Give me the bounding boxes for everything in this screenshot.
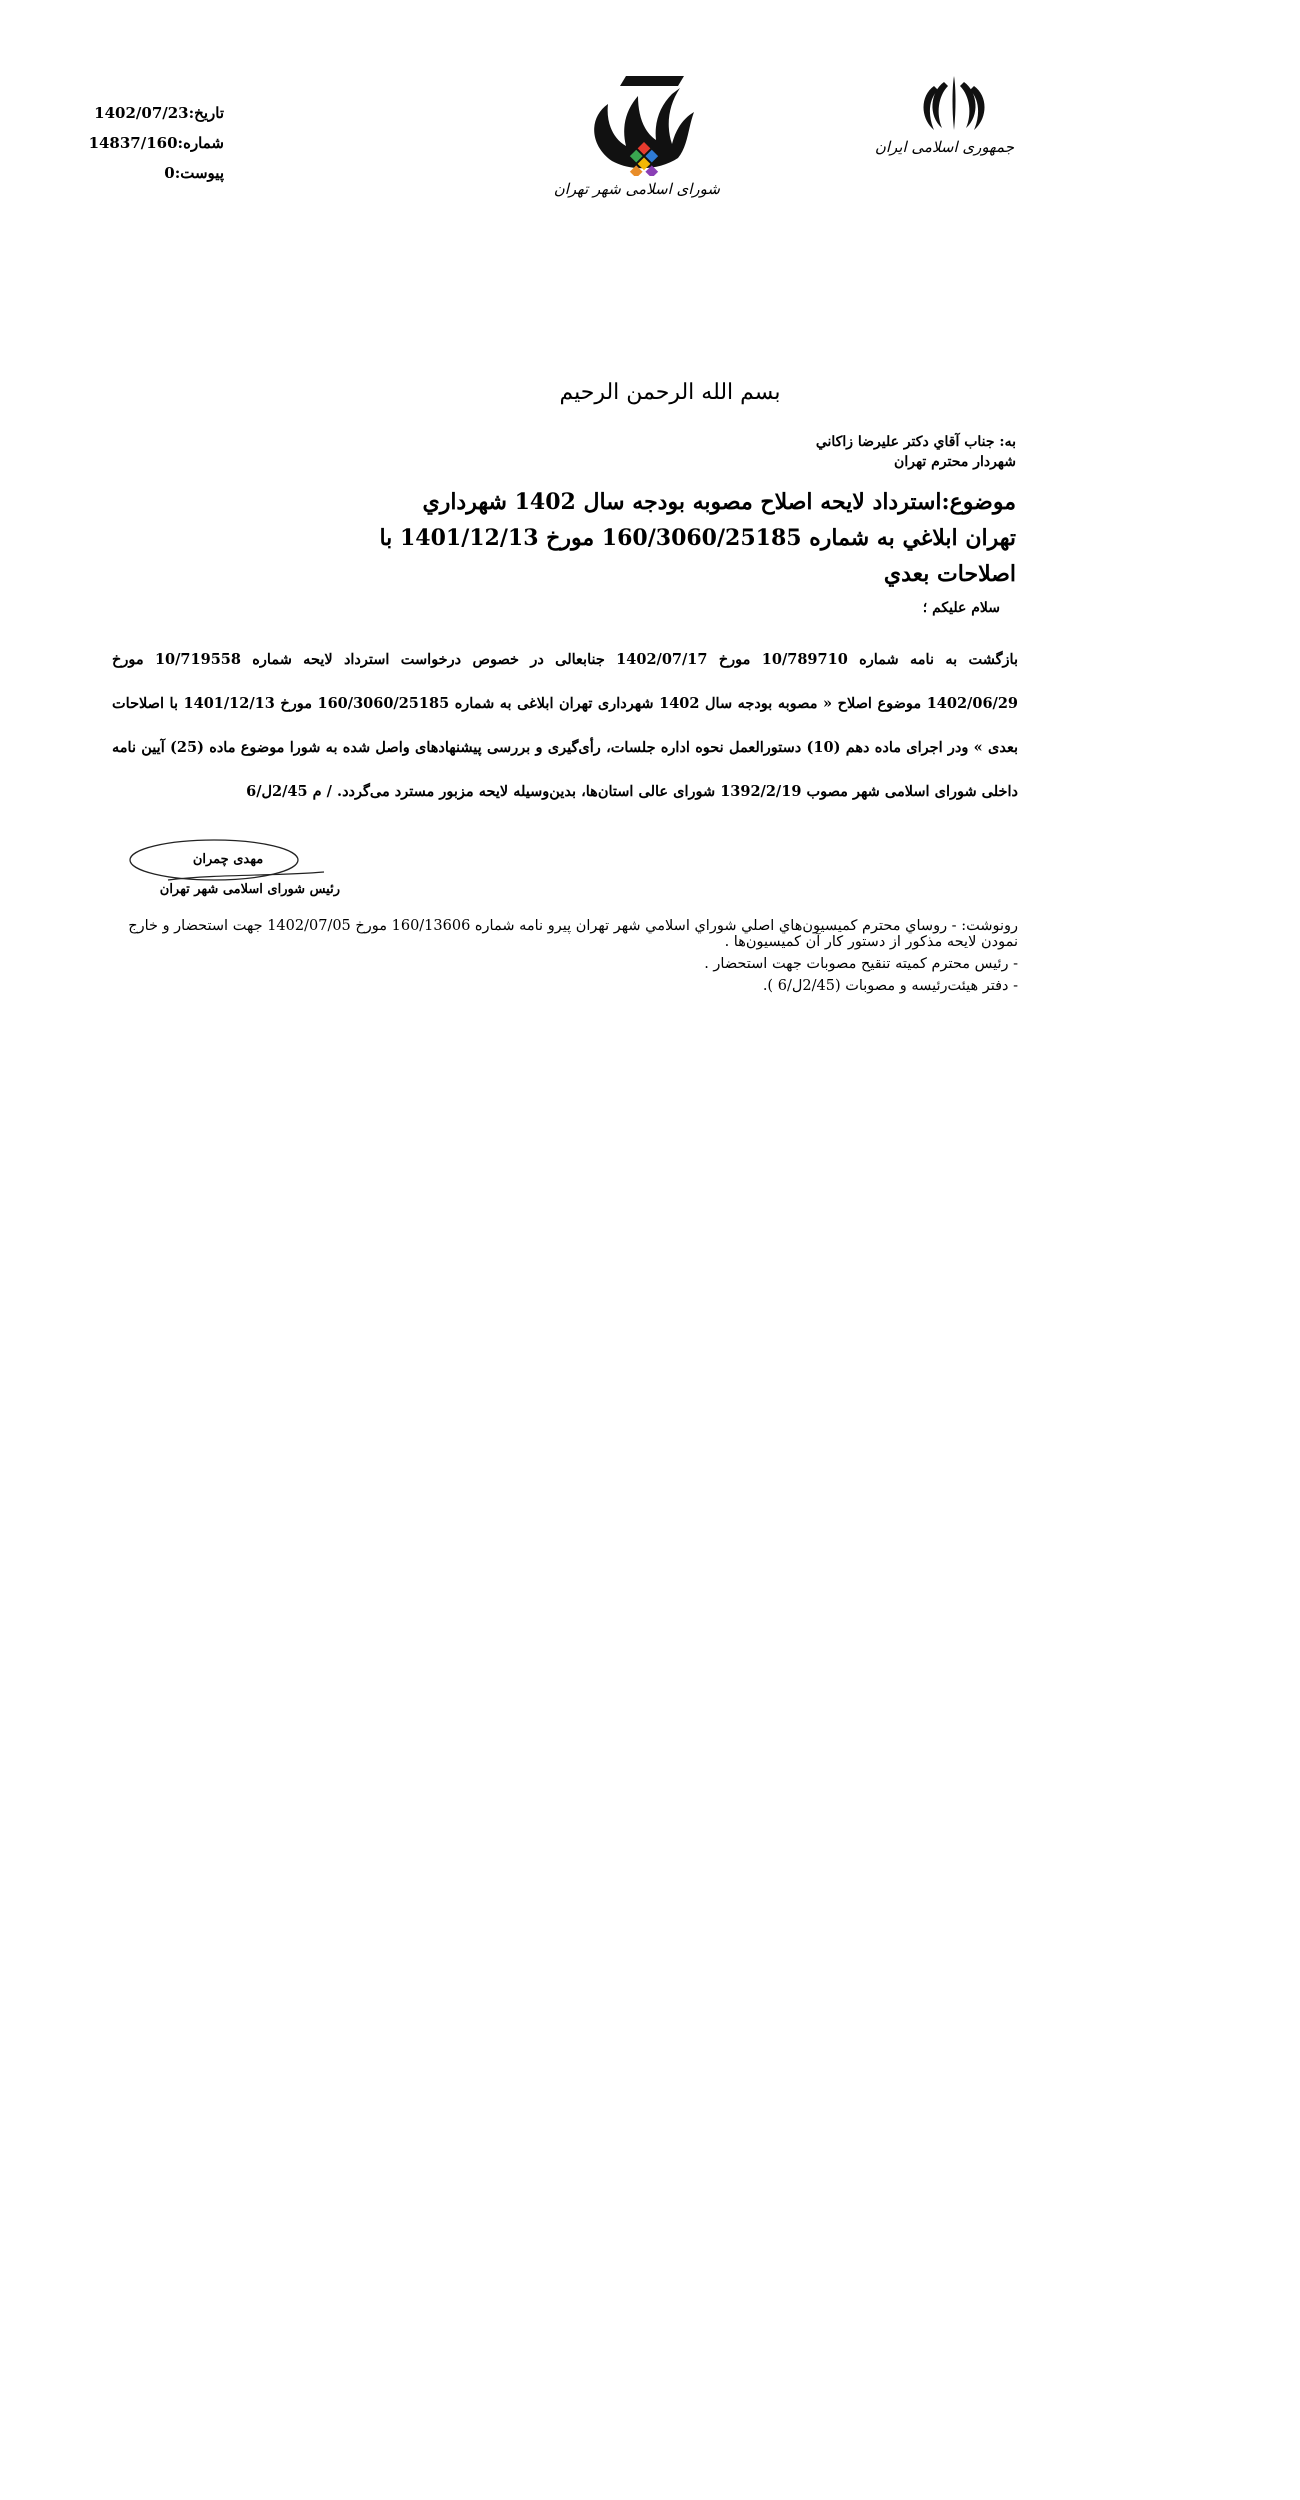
iran-emblem-icon: [894, 72, 1014, 134]
iran-emblem-caption: جمهوری اسلامی ایران: [874, 138, 1014, 156]
cc-line-2: نمودن لايحه مذكور از دستور كار آن كميسيون‌ها .: [724, 934, 1018, 950]
number-field: شماره:14837/160: [88, 134, 224, 152]
addressee: [316, 432, 1016, 472]
letter-meta: [84, 98, 224, 188]
letter-subject: [356, 484, 1016, 592]
signatory-name: مهدی چمران: [192, 852, 264, 867]
subject-line-1: موضوع:استرداد لايحه اصلاح مصوبه بودجه سال 1402 شهرداري: [422, 489, 1016, 515]
council-emblem-icon: [560, 66, 720, 176]
addressee-line-2: شهردار محترم تهران: [894, 454, 1016, 470]
signatory-title: رئیس شورای اسلامی شهر تهران: [159, 882, 340, 897]
iran-emblem-logo: [874, 72, 1014, 172]
cc-list: [116, 918, 1018, 994]
date-field: تاریخ:1402/07/23: [94, 104, 224, 122]
letter-body: بازگشت به نامه شماره 10/789710 مورخ 1402/07/17 جنابعالی در خصوص درخواست استرداد لایحه شماره 10/719558 مورخ 1402/06/29 موضوع اصلاح « مصوبه بودجه سال 1402 شهرداری تهران ابلاغی به شماره 160/3060/25185 مورخ 1401/12/13 با اصلاحات بعدی » ودر اجرای ماده دهم (10) دستورالعمل نحوه اداره جلسات، رأی‌گیری و بررسی پیشنهادهای واصل شده به شورا موضوع ماده (25) آیین نامه داخلی شورای اسلامی شهر مصوب 1392/2/19 شورای عالی استان‌ها، بدین‌وسیله لایحه مزبور مسترد می‌گردد. / م 2/45ل/6: [112, 651, 1019, 800]
bismillah-heading: بسم الله الرحمن الرحيم: [559, 380, 781, 405]
cc-line-3: - رئيس محترم كميته تنقيح مصوبات جهت استحضار .: [704, 956, 1018, 972]
greeting: سلام عليكم ؛: [922, 600, 1000, 616]
addressee-line-1: به: جناب آقاي دكتر عليرضا زاكاني: [815, 434, 1016, 450]
cc-line-4: - دفتر هيئت‌رئيسه و مصوبات (2/45ل/6 ).: [762, 978, 1018, 994]
subject-line-3: اصلاحات بعدي: [883, 561, 1016, 587]
cc-line-1: رونوشت: - روساي محترم كميسيون‌هاي اصلي شوراي اسلامي شهر تهران پيرو نامه شماره 160/13606 مورخ 1402/07/05 جهت استحضار و خارج: [128, 918, 1018, 934]
council-logo-caption: شورای اسلامی شهر تهران: [553, 180, 720, 198]
subject-line-2: تهران ابلاغي به شماره 160/3060/25185 مورخ 1401/12/13 با: [379, 525, 1016, 551]
attachment-field: پیوست:0: [164, 164, 224, 182]
city-council-logo: [553, 66, 720, 206]
